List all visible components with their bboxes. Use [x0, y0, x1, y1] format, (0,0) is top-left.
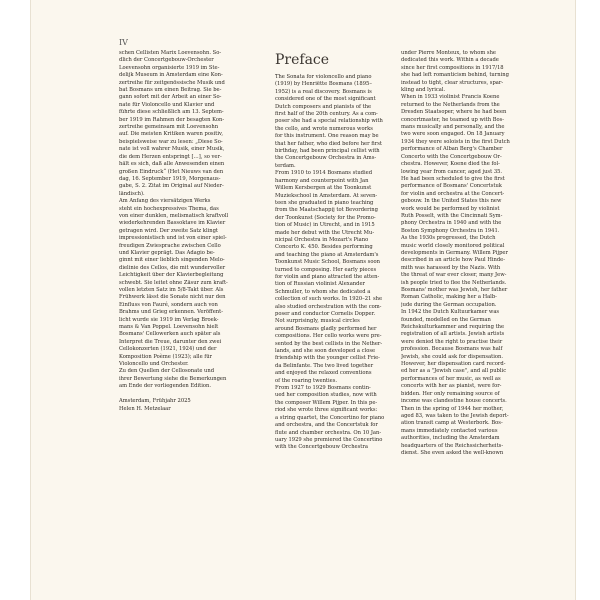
score-preface-page: [30, 0, 576, 600]
german-preface-column: schen Cellisten Marix Loevensohn. So- dlich der Concertgebouw-Orchester Loevensohn organisierte 1919 im Ste- delijk Museum in Amsterdam eine Kon- zertreihe für zeitgenössische Musik und bat Bosmans um einen Beitrag. Sie be- gann sofort mit der Arbeit an einer So- nate für Violoncello und Klavier und führte diese schließlich am 13. Septem- ber 1919 im Rahmen der besagten Kon- zertreihe gemeinsam mit Loevensohn auf. Die meisten Kritiken waren positiv, beispielsweise war zu lesen: „Diese So- nate ist voll wahrer Musik, einer Musik, die dem Herzen entspringt […], so ver- hält es sich, daß alle Anwesenden einen großen Eindruck“ (Het Nieuws van den dag, 16. September 1919, Morgenaus- gabe, S. 2. Zitat im Original auf Nieder- ländisch). Am Anfang des viersätzigen Werks steht ein hochexpressives Thema, das von einer dunklen, melismatisch kraftvoll wiederkehrenden Bassoktave im Klavier getragen wird. Der zweite Satz klingt impressionistisch und ist von einer spiel- freudigen Zwiesprache zwischen Cello und Klavier geprägt. Das Adagio be- ginnt mit einer lieblich singenden Melo- dielinie des Cellos, die mit wundervoller Leichtigkeit über der Klavierbegleitung schwebt. Sie leitet ohne Zäsur zum kraft- vollen letzten Satz im 5/8-Takt über. Als Frühwerk lässt die Sonate nicht nur den Einfluss von Fauré, sondern auch von Brahms und Grieg erkennen. Veröffent- licht wurde sie 1919 im Verlag Broek- mans & Van Poppel. Loevensohn hielt Bosmans' Cellowerken auch später als Interpret die Treue, darunter den zwei Cellokonzerten (1921, 1924) und der Komposition Poème (1923); alle für Violoncello und Orchester. Zu den Quellen der Cellosonate und ihrer Bewertung siehe die Bemerkungen am Ende der vorliegenden Edition. Amsterdam, Frühjahr 2025 Helen H. Metzelaar: [119, 50, 229, 412]
english-preface-column-1: The Sonata for violoncello and piano (1919) by Henriëtte Bosmans (1895– 1952) is a real discovery. Bosmans is considered one of the most significant Dutch composers and pianists of the first half of the 20th century. As a com- poser she had a special relationship with the cello, and wrote numerous works for this instrument. One reason may be that her father, who died before her first birthday, had been principal cellist with the Concertgebouw Orchestra in Ams- terdam. From 1910 to 1914 Bosmans studied harmony and counterpoint with Jan Willem Kersbergen at the Toonkunst Muziekschool in Amsterdam. At seven- teen she graduated in piano teaching from the Maatschappij tot Bevordering der Toonkunst (Society for the Promo- tion of Music) in Utrecht, and in 1915 made her debut with the Utrecht Mu- nicipal Orchestra in Mozart's Piano Concerto K. 450. Besides performing and teaching the piano at Amsterdam's Toonkunst Music School, Bosmans soon turned to composing. Her early pieces for violin and piano attracted the atten- tion of Russian violinist Alexander Schmuller, to whom she dedicated a collection of such works. In 1920–21 she also studied orchestration with the com- poser and conductor Cornelis Dopper. Not surprisingly, musical circles around Bosmans gladly performed her compositions. Her cello works were pre- sented by the best cellists in the Nether- lands, and she soon developed a close friendship with the younger cellist Frie- da Belinfante. The two lived together and enjoyed the relaxed conventions of the roaring twenties. From 1927 to 1929 Bosmans contin- ued her composition studies, now with the composer Willem Pijper. In this pe- riod she wrote three significant works: a string quartet, the Concertino for piano and orchestra, and the Concertstuk for flute and chamber orchestra. On 10 Jan- uary 1929 she premiered the Concertino with the Concertgebouw Orchestra: [275, 74, 385, 451]
preface-heading: Preface: [275, 52, 330, 68]
page-number: IV: [119, 38, 128, 47]
english-preface-column-2: under Pierre Monteux, to whom she dedicated this work. Within a decade since her first compositions in 1917/18 she had left romanticism behind, turning instead to tight, clear structures, spar- kling and lyrical. When in 1933 violinist Francis Koene returned to the Netherlands from the Dresden Staatsoper, where he had been concertmaster, he teamed up with Bos- mans musically and personally, and the two were soon engaged. On 18 January 1934 they were soloists in the first Dutch performance of Alban Berg's Chamber Concerto with the Concertgebouw Or- chestra. However, Koene died the fol- lowing year from cancer, aged just 35. He had been scheduled to give the first performance of Bosmans' Concertstuk for violin and orchestra at the Concert- gebouw. In the United States this new work would be performed by violinist Ruth Posselt, with the Cincinnati Sym- phony Orchestra in 1940 and with the Boston Symphony Orchestra in 1941. As the 1930s progressed, the Dutch music world closely monitored political developments in Germany. Willem Pijper described in an article how Paul Hinde- mith was harassed by the Nazis. With the threat of war ever closer, many Jew- ish people tried to flee the Netherlands. Bosmans' mother was Jewish, her father Roman Catholic, making her a Halb- jude during the German occupation. In 1942 the Dutch Kultuurkamer was founded, modelled on the German Reichskulturkammer and requiring the registration of all artists. Jewish artists were denied the right to practise their profession. Because Bosmans was half Jewish, she could ask for dispensation. However, her dispensation card record- ed her as a "Jewish case", and all public performances of her music, as well as concerts with her as pianist, were for- bidden. Her only remaining source of income was clandestine house concerts. Then in the spring of 1944 her mother, aged 83, was taken to the Jewish deport- ation transit camp at Westerbork. Bos- mans immediately contacted various authorities, including the Amsterdam headquarters of the Reichssicherheits- dienst. She even asked the well-known: [401, 50, 510, 456]
